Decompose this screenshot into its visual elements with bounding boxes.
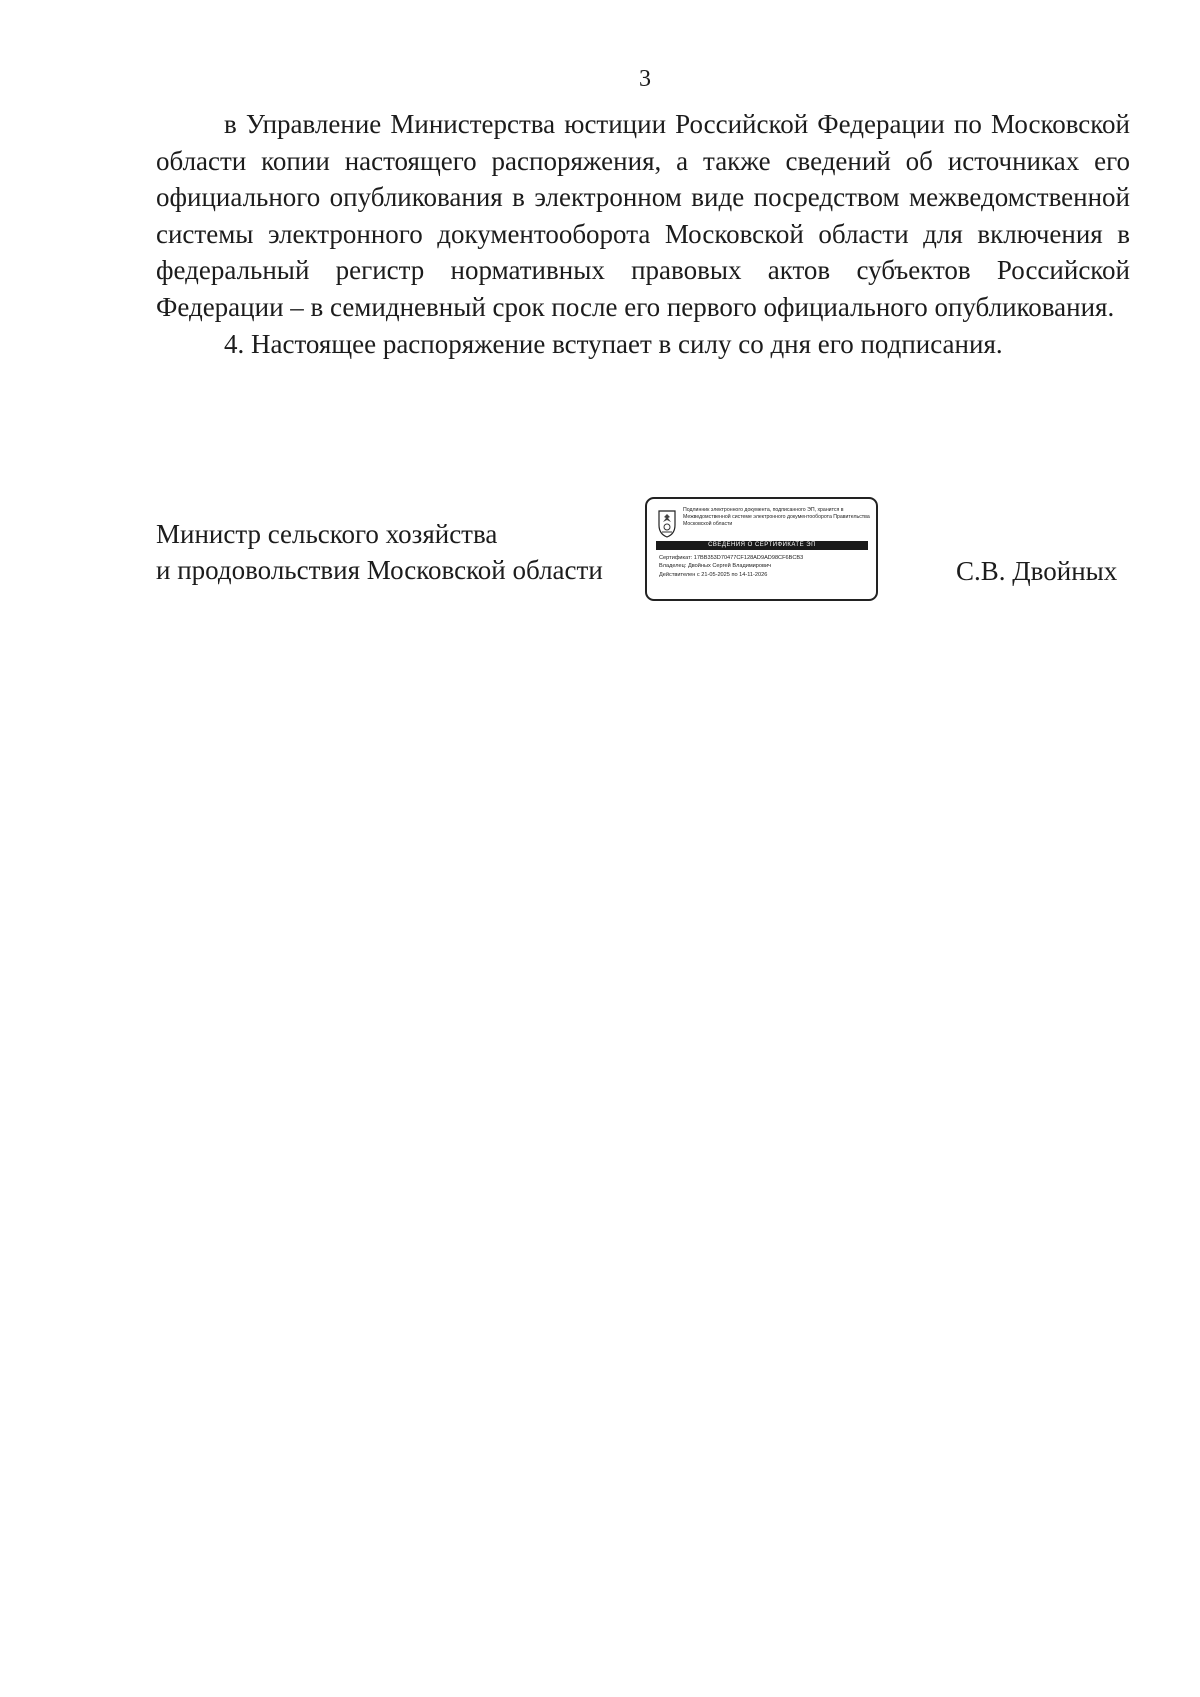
stamp-header: СВЕДЕНИЯ О СЕРТИФИКАТЕ ЭП [656,541,868,550]
document-body [156,106,1130,362]
paragraph-registry: в Управление Министерства юстиции Российской Федерации по Московской области копии настоящего распоряжения, а также сведений об источниках его официального опубликования в электронном виде посредством межведомственной системы электронного документооборота Московской области для включения в федеральный регистр нормативных правовых актов субъектов Российской Федерации – в семидневный срок после его первого официального опубликования. [156,109,1130,322]
stamp-certificate: Сертификат: 17BB353D70477CF128AD9AD98CF6BCB3 [659,555,804,561]
page-number: 3 [639,66,651,92]
coat-of-arms-icon [657,508,677,538]
stamp-owner: Владелец: Двойных Сергей Владимирович [659,563,772,570]
signer-name: С.В. Двойных [956,556,1118,586]
stamp-validity: Действителен с 21-05-2025 по 14-11-2026 [659,571,768,578]
electronic-signature-stamp [645,497,878,601]
paragraph-effective-date: 4. Настоящее распоряжение вступает в силу со дня его подписания. [224,328,1003,359]
stamp-notice-text: Подлинник электронного документа, подписанного ЭП, хранится в Межведомственной системе электронного документооборота Правительства Московской области [683,507,870,528]
signer-position [156,516,603,588]
signer-position-line2: и продовольствия Московской области [156,555,603,585]
stamp-details [659,554,869,579]
signer-position-line1: Министр сельского хозяйства [156,519,498,549]
